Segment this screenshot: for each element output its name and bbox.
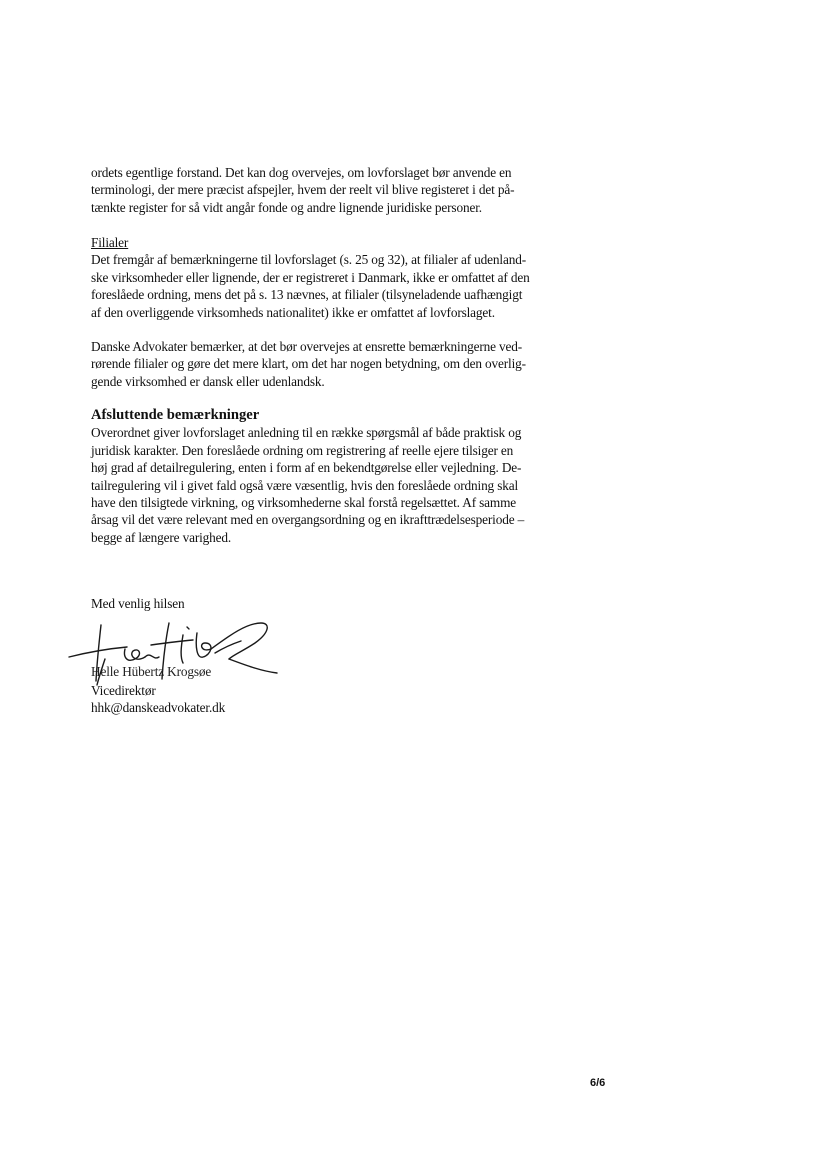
text-line: rørende filialer og gøre det mere klart, om det har nogen betydning, om den overlig- <box>91 356 526 372</box>
page-number: 6/6 <box>590 1077 606 1089</box>
danske-advokater-paragraph <box>91 338 591 390</box>
filialer-section <box>91 234 591 321</box>
filialer-heading: Filialer <box>91 235 129 250</box>
signer-title: Vicedirektør <box>91 683 156 698</box>
text-line: juridisk karakter. Den foreslåede ordning om registrering af reelle ejere tilsiger en <box>91 442 514 458</box>
afsluttende-section <box>91 407 591 546</box>
text-line: have den tilsigtede virkning, og virksomhederne skal forstå regelsættet. Af samme <box>91 495 517 511</box>
text-line: terminologi, der mere præcist afspejler, hvem der reelt vil blive registeret i det på- <box>91 182 515 198</box>
text-line: Overordnet giver lovforslaget anledning til en række spørgsmål af både praktisk og <box>91 425 522 441</box>
signer-email[interactable]: hhk@danskeadvokater.dk <box>91 700 226 715</box>
text-line: foreslåede ordning, mens det på s. 13 nævnes, at filialer (tilsyneladende uafhængigt <box>91 287 523 303</box>
text-line: ske virksomheder eller lignende, der er registreret i Danmark, ikke er omfattet af den <box>91 269 530 285</box>
text-line: Danske Advokater bemærker, at det bør overvejes at ensrette bemærkningerne ved- <box>91 339 523 354</box>
text-line: årsag vil det være relevant med en overgangsordning og en ikrafttrædelsesperiode – <box>91 512 525 528</box>
text-line: af den overliggende virksomheds nationalitet) ikke er omfattet af lovforslaget. <box>91 304 495 320</box>
text-line: gende virksomhed er dansk eller udenlandsk. <box>91 373 325 389</box>
closing-line: Med venlig hilsen <box>91 596 185 611</box>
signer-name: Helle Hübertz Krogsøe <box>91 664 212 679</box>
handwritten-signature <box>65 613 295 693</box>
text-line: tænkte register for så vidt angår fonde og andre lignende juridiske personer. <box>91 199 482 215</box>
text-line: Det fremgår af bemærkningerne til lovforslaget (s. 25 og 32), at filialer af udenland- <box>91 252 526 268</box>
text-line: høj grad af detailregulering, enten i form af en bekendtgørelse eller vejledning. De- <box>91 460 522 476</box>
intro-paragraph <box>91 164 591 216</box>
afsluttende-heading: Afsluttende bemærkninger <box>91 407 260 423</box>
text-line: tailregulering vil i givet fald også være væsentlig, hvis den foreslåede ordning skal <box>91 477 519 493</box>
text-line: begge af længere varighed. <box>91 529 232 545</box>
text-line: ordets egentlige forstand. Det kan dog overvejes, om lovforslaget bør anvende en <box>91 165 512 180</box>
